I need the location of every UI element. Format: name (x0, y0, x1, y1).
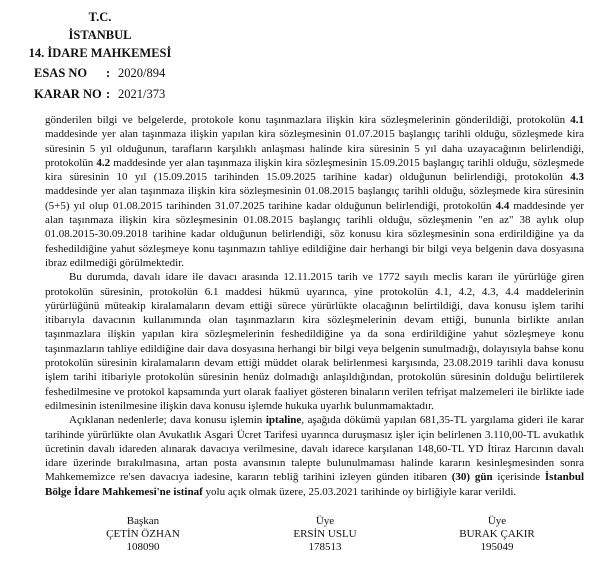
signature-number: 178513 (308, 541, 342, 553)
p1-text-5: maddesinde yer alan taşınmaza ilişkin kira sözleşmesinin 01.08.2015 başlangıç tarihli olduğu, sözleşmenin "en az" 38 aylık olup 01.08.2015-30.09.2018 tarihine kadar olduğunun belirlendiği, söz konusu kira sözleşmesinin sona erdirildiğine ya da feshedildiğine yahut sözleşmeye konu taşınmazın tahliye edildiğine dair herhangi bir bilgi veya belgenin dava dosyasına ibraz edilmediği görülmektedir. (45, 199, 584, 269)
signature-number: 108090 (126, 541, 160, 553)
p1-text-3: maddesinde yer alan taşınmaza ilişkin kira sözleşmesinin 15.09.2015 başlangıç tarihli olduğu, sözleşmede kira süresinin 10 yıl (15.09.2015 tarihinden 15.09.2025 tarihine kadar) olduğunun belirlendiği, protokolün (45, 156, 584, 184)
signature-role: Başkan (126, 515, 160, 527)
signature-number: 195049 (480, 541, 514, 553)
p1-text-1: gönderilen bilgi ve belgelerde, protokole konu taşınmazlara ilişkin kira sözleşmelerinin gönderildiği, protokolün (45, 114, 571, 126)
p3-text-4: yolu açık olmak üzere, 25.03.2021 tarihinde oy birliğiyle karar verildi. (202, 485, 517, 498)
p3-text-1: Açıklanan nedenlerle; dava konusu işlemin (69, 414, 266, 427)
p3-text-2: , aşağıda dökümü yapılan 681,35-TL yargılama gideri ile karar tarihinde yürürlükte olan Avukatlık Asgari Ücret Tarifesi uyarınca duruşmasız işler için belirlenen 3.110,00-TL avukatlık ücretinin davalı idareden alınarak davacıya verilmesine, davalı idarece karşılanan 148,60-TL YD İtiraz Harcının davalı idare üzerinde bırakılmasına, artan posta avansının talepte bulunulmaması halinde kararın kesinleşmesinden sonra Mahkememizce re'sen davacıya iadesine, kararın tebliğ tarihini izleyen günden itibaren (45, 414, 585, 484)
esas-colon: : (106, 66, 111, 80)
signature-member-2 (432, 515, 562, 554)
signature-member-1 (260, 515, 390, 554)
p3-bold-3: İstanbul Bölge İdare Mahkemesi'ne istinaf (45, 471, 585, 498)
signature-name: ÇETİN ÖZHAN (106, 528, 180, 540)
city-label: İSTANBUL (68, 28, 132, 42)
republic-label: T.C. (88, 10, 112, 24)
esas-label: ESAS NO (34, 66, 88, 80)
decision-body (45, 113, 584, 499)
esas-row (34, 66, 165, 81)
p1-bold-3: 4.3 (570, 171, 584, 184)
p1-text-4: maddesinde yer alan taşınmaza ilişkin kira sözleşmesinin 01.08.2015 başlangıç tarihli olduğu, sözleşmede kira süresinin (5+5) yıl olup 01.08.2015 tarihinden 31.07.2025 tarihine kadar olduğunun belirlendiği, protokolün (45, 185, 584, 212)
signature-name: BURAK ÇAKIR (459, 528, 535, 540)
p3-bold-2: (30) gün (451, 471, 493, 484)
paragraph-assessment: Bu durumda, davalı idare ile davacı arasında 12.11.2015 tarih ve 1772 sayılı meclis kararı ile yürürlüğe giren protokolün süresinin, protokolün 6.1 maddesi hükmü uyarınca, yine protokolün 4.1, 4.2, 4.3, 4.4 maddelerinin yürürlüğünü müteakip kiralamaların devam ettiği sürece yürürlükte olacağının belirtildiği, dava konusu işlem tarihi itibarıyla davacının kullanımında olan taşınmazların kira sözleşmelerinin devam ettiği, bununla birlikte anılan taşınmazlara ilişkin yapılan kira sözleşmelerinin feshedildiğine ya da sona erdirildiğine yahut sözleşmeye konu taşınmazların tahliye edildiğine dair dava dosyasına herhangi bir bilgi veya belgenin sunulmadığı, dolayısıyla bahse konu protokolün süresinin kiralamaların devam ettiği müddet olarak belirlenmesi karşısında, 23.08.2019 tarihli dava konusu işlem tarihi itibariyle protokolün süresinin henüz dolmadığı anlaşıldığından, protokolün süresinin dolduğu belirtilerek feshedilmesine ve protokol kapsamında yurt olarak faaliyet gösteren binaların verilen tefrişat malzemeleri ile birlikte iade edilmesinin istenilmesine ilişkin dava konusu işlemde hukuka uyarlık bulunmamaktadır. (45, 271, 584, 412)
p3-text-3: içerisinde (492, 471, 545, 484)
p1-bold-4: 4.4 (495, 199, 510, 212)
karar-colon: : (106, 87, 111, 101)
p1-bold-2: 4.2 (96, 156, 111, 169)
paragraph-judgment (45, 413, 584, 499)
p3-bold-1: iptaline (265, 414, 302, 427)
paragraph-findings (45, 113, 584, 270)
karar-value: 2021/373 (118, 87, 166, 101)
court-name: 14. İDARE MAHKEMESİ (28, 46, 172, 60)
esas-value: 2020/894 (118, 66, 166, 80)
p1-text-2: maddesinde yer alan taşınmaza ilişkin yapılan kira sözleşmesinin 01.07.2015 başlangıç tarihli olduğu, sözleşmede kira süresinin 5 yıl olduğunun, tarafların karşılıklı anlaşması halinde kira süresinin 5 yıl daha uzayacağının belirlendiği, protokolün (45, 128, 584, 169)
signature-president (78, 515, 208, 554)
signature-role: Üye (487, 515, 507, 527)
karar-label: KARAR NO (34, 87, 102, 101)
p1-bold-1: 4.1 (570, 114, 584, 126)
signature-role: Üye (315, 515, 335, 527)
karar-row (34, 87, 165, 102)
signature-name: ERSİN USLU (293, 528, 357, 540)
